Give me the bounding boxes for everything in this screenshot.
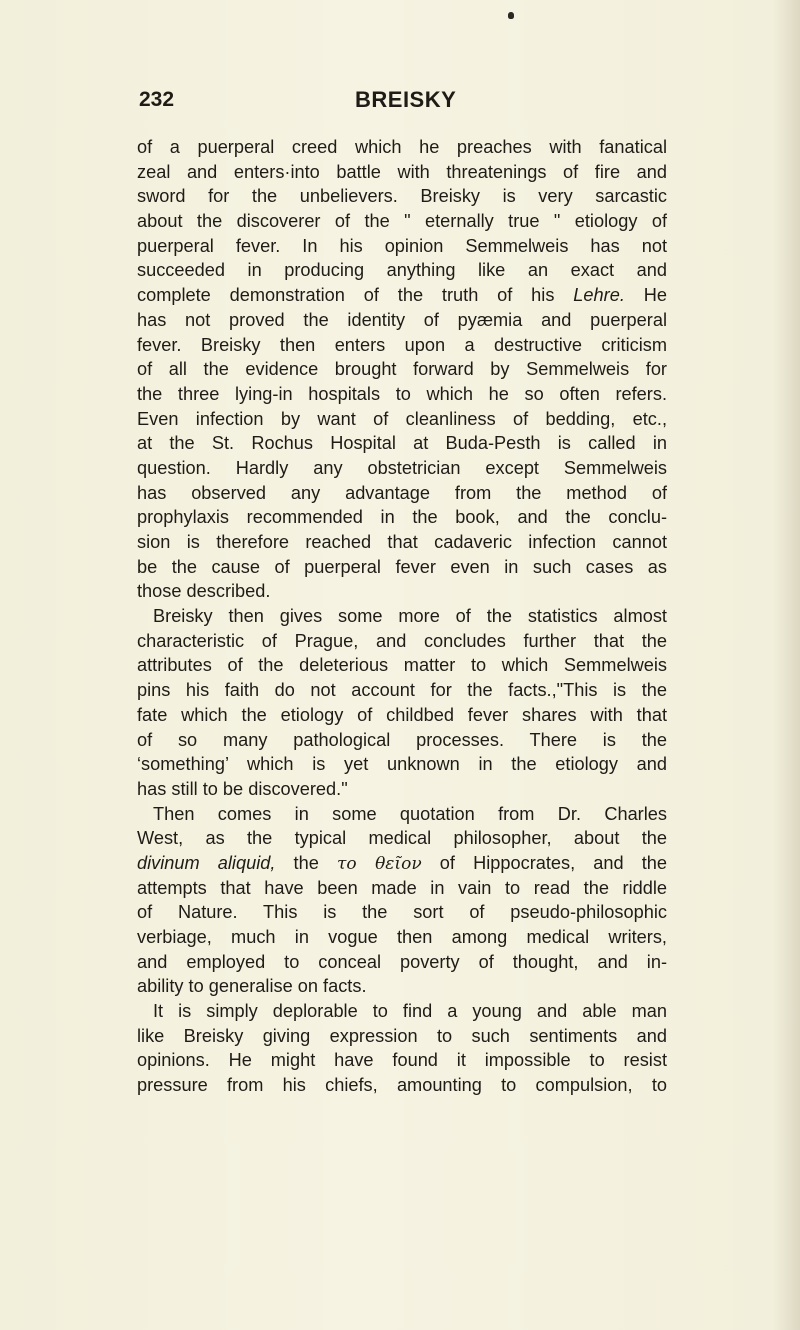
text-line: like Breisky giving expression to such sentiments and: [137, 1025, 667, 1046]
text-line: attributes of the deleterious matter to which Semmelweis: [137, 655, 667, 676]
paragraph-start-line: Breisky then gives some more of the statistics almost: [153, 606, 667, 627]
paragraph-end-line: has still to be discovered.": [137, 778, 348, 799]
text-line: opinions. He might have found it impossible to resist: [137, 1050, 667, 1071]
text-line: the three lying-in hospitals to which he so often refers.: [137, 383, 667, 404]
text-line: be the cause of puerperal fever even in such cases as: [137, 556, 667, 577]
greek-phrase: το θεῖον: [336, 853, 422, 874]
latin-phrase: divinum aliquid,: [137, 852, 276, 873]
text-line: verbiage, much in vogue then among medical writers,: [137, 927, 667, 947]
text-segment: complete demonstration of the truth of his: [137, 285, 555, 306]
text-line: pins his faith do not account for the facts.,"This is the: [137, 680, 667, 701]
paragraph-start-line: Then comes in some quotation from Dr. Charles: [153, 803, 667, 824]
text-line-with-italic: [137, 283, 667, 308]
text-line: Even infection by want of cleanliness of bedding, etc.,: [137, 408, 667, 429]
text-line: pressure from his chiefs, amounting to compulsion, to: [137, 1075, 667, 1096]
text-segment: He: [643, 285, 667, 306]
page-header: [139, 88, 661, 118]
page-edge-shadow: [772, 0, 800, 1330]
text-line: attempts that have been made in vain to read the riddle: [137, 877, 667, 898]
text-line: fever. Breisky then enters upon a destructive criticism: [137, 334, 667, 355]
text-line: West, as the typical medical philosopher, about the: [137, 828, 667, 849]
text-line: at the St. Rochus Hospital at Buda-Pesth is called in: [137, 433, 667, 454]
body-text: [137, 135, 667, 1098]
text-line: question. Hardly any obstetrician except Semmelweis: [137, 457, 667, 478]
text-line: has not proved the identity of pyæmia and puerperal: [137, 309, 667, 330]
paragraph-end-line: ability to generalise on facts.: [137, 976, 367, 997]
text-line: zeal and enters·into battle with threatenings of fire and: [137, 161, 667, 182]
text-line: has observed any advantage from the method of: [137, 482, 667, 503]
text-line: of a puerperal creed which he preaches with fanatical: [137, 137, 667, 157]
paragraph-end-line: those described.: [137, 581, 271, 602]
text-line: sion is therefore reached that cadaveric infection cannot: [137, 532, 667, 552]
text-line: succeeded in producing anything like an exact and: [137, 260, 667, 281]
text-line: about the discoverer of the " eternally true " etiology of: [137, 211, 667, 232]
text-line: of so many pathological processes. There is the: [137, 729, 667, 750]
text-line: puerperal fever. In his opinion Semmelweis has not: [137, 235, 667, 256]
top-mark: [508, 12, 514, 19]
text-line: and employed to conceal poverty of thought, and in-: [137, 951, 667, 972]
text-line: sword for the unbelievers. Breisky is very sarcastic: [137, 186, 667, 207]
running-head: BREISKY: [355, 87, 457, 112]
text-segment: of Hippocrates, and the: [439, 852, 667, 873]
text-segment: the: [293, 852, 319, 873]
text-line: of Nature. This is the sort of pseudo-philosophic: [137, 902, 667, 923]
text-line-with-italic: [137, 851, 667, 876]
text-line: of all the evidence brought forward by Semmelweis for: [137, 359, 667, 380]
italic-term: Lehre.: [573, 285, 625, 306]
text-line: prophylaxis recommended in the book, and the conclu-: [137, 507, 667, 528]
text-line: characteristic of Prague, and concludes further that the: [137, 630, 667, 651]
text-line: fate which the etiology of childbed fever shares with that: [137, 704, 667, 725]
paragraph-start-line: It is simply deplorable to find a young and able man: [153, 1001, 667, 1022]
page-number: 232: [139, 88, 175, 111]
text-line: ‘something’ which is yet unknown in the etiology and: [137, 754, 667, 775]
